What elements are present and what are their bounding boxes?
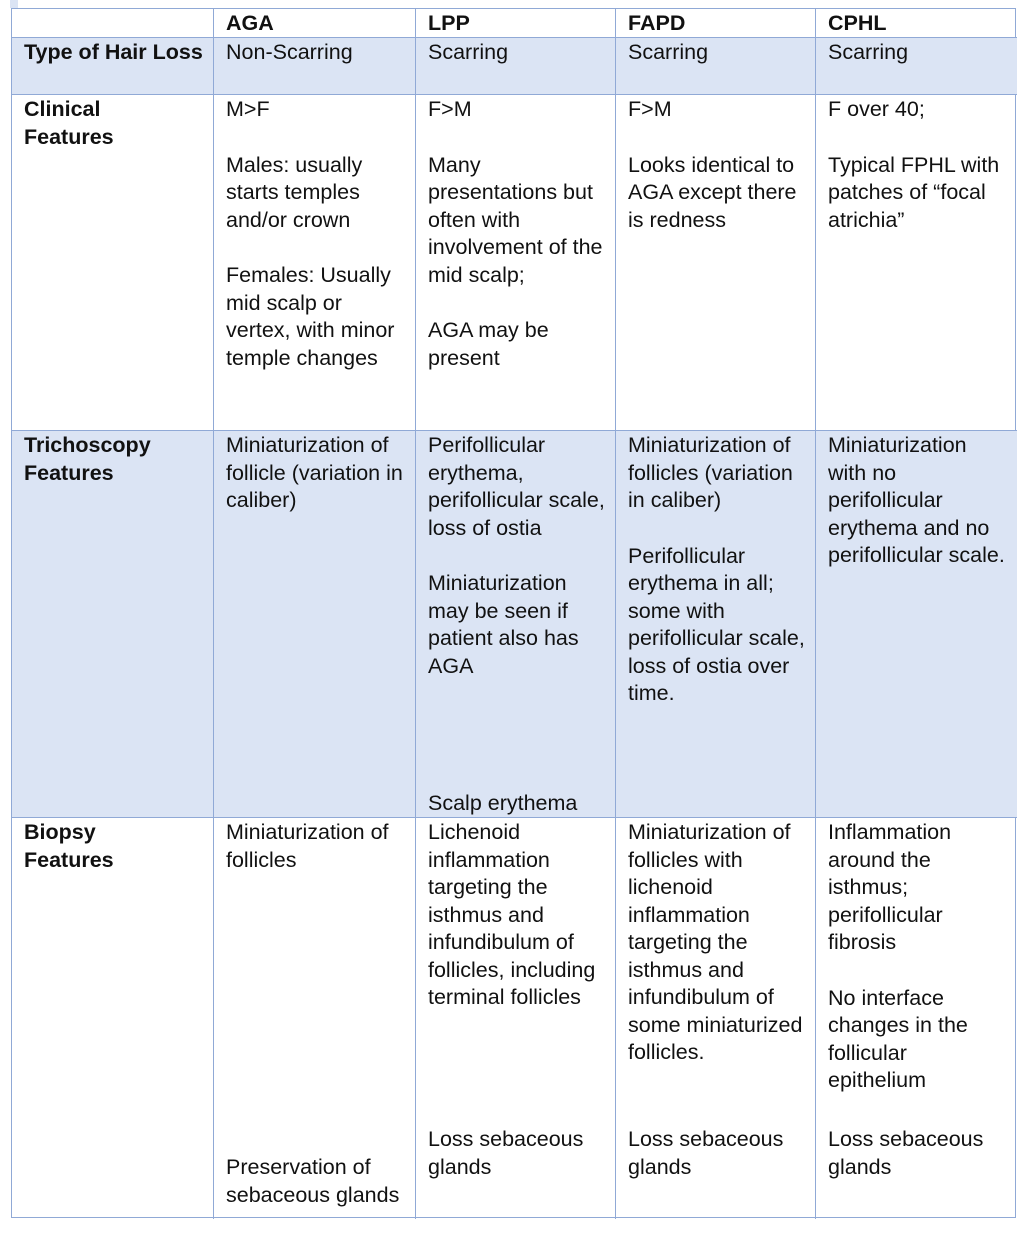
cell-trichoscopy-lpp xyxy=(416,431,616,818)
cell-paragraph: AGA may be present xyxy=(428,318,549,370)
cell-paragraph: Looks identical to AGA except there is redness xyxy=(628,152,797,232)
cell-paragraph: Typical FPHL with patches of “focal atrichia” xyxy=(828,152,1000,232)
cell-trichoscopy-aga xyxy=(214,431,416,818)
hair-loss-comparison-table xyxy=(11,8,1016,1218)
column-header-aga: AGA xyxy=(214,9,416,38)
cell-paragraph: F over 40; xyxy=(828,97,925,121)
column-header-fapd: FAPD xyxy=(616,9,816,38)
cell-clinical-cphl xyxy=(816,95,1017,431)
cell-paragraph: Loss sebaceous glands xyxy=(828,1127,984,1179)
header-empty-cell xyxy=(12,9,214,38)
cell-type-cphl: Scarring xyxy=(816,38,1017,95)
cell-clinical-aga xyxy=(214,95,416,431)
cell-paragraph: No interface changes in the follicular epithelium xyxy=(828,985,968,1092)
cell-type-fapd: Scarring xyxy=(616,38,816,95)
page-corner-mark xyxy=(10,0,18,8)
column-header-lpp: LPP xyxy=(416,9,616,38)
cell-paragraph: M>F xyxy=(226,97,270,121)
cell-paragraph: Miniaturization with no perifollicular erythema and no perifollicular scale. xyxy=(828,433,1005,567)
cell-paragraph: Miniaturization of follicles (variation in caliber) xyxy=(628,433,793,512)
cell-biopsy-cphl xyxy=(816,818,1017,1219)
row-label-biopsy-features: Biopsy Features xyxy=(12,818,214,1219)
row-label-trichoscopy-features: Trichoscopy Features xyxy=(12,431,214,818)
cell-type-lpp: Scarring xyxy=(416,38,616,95)
cell-paragraph: Perifollicular erythema, perifollicular scale, loss of ostia xyxy=(428,433,605,540)
cell-type-aga: Non-Scarring xyxy=(214,38,416,95)
cell-paragraph: Miniaturization of follicles with lichenoid inflammation targeting the isthmus and infundibulum of some miniaturized follicles. xyxy=(628,820,803,1064)
cell-clinical-lpp xyxy=(416,95,616,431)
cell-biopsy-aga xyxy=(214,818,416,1219)
cell-paragraph: F>M xyxy=(428,97,472,121)
cell-paragraph: Perifollicular erythema in all; some with perifollicular scale, loss of ostia over time. xyxy=(628,543,805,705)
cell-paragraph: Lichenoid inflammation targeting the isthmus and infundibulum of follicles, including terminal follicles xyxy=(428,820,596,1009)
cell-paragraph: Preservation of sebaceous glands xyxy=(226,1155,400,1207)
cell-paragraph: Loss sebaceous glands xyxy=(628,1127,784,1179)
row-label-type-of-hair-loss: Type of Hair Loss xyxy=(12,38,214,95)
cell-biopsy-lpp xyxy=(416,818,616,1219)
cell-paragraph: Inflammation around the isthmus; perifollicular fibrosis xyxy=(828,820,952,954)
cell-paragraph: Males: usually starts temples and/or crown xyxy=(226,152,363,232)
cell-paragraph: Miniaturization may be seen if patient also has AGA xyxy=(428,571,579,678)
cell-paragraph: Females: Usually mid scalp or vertex, with minor temple changes xyxy=(226,263,395,370)
column-header-cphl: CPHL xyxy=(816,9,1017,38)
cell-trichoscopy-fapd xyxy=(616,431,816,818)
cell-paragraph: Loss sebaceous glands xyxy=(428,1127,584,1179)
cell-paragraph: Miniaturization of follicle (variation in caliber) xyxy=(226,433,403,512)
cell-trichoscopy-cphl xyxy=(816,431,1017,818)
cell-paragraph: Scalp erythema xyxy=(428,790,578,815)
cell-paragraph: Many presentations but often with involvement of the mid scalp; xyxy=(428,152,603,287)
cell-biopsy-fapd xyxy=(616,818,816,1219)
cell-paragraph: Miniaturization of follicles xyxy=(226,820,389,872)
row-label-clinical-features: Clinical Features xyxy=(12,95,214,431)
cell-clinical-fapd xyxy=(616,95,816,431)
cell-paragraph: F>M xyxy=(628,97,672,121)
